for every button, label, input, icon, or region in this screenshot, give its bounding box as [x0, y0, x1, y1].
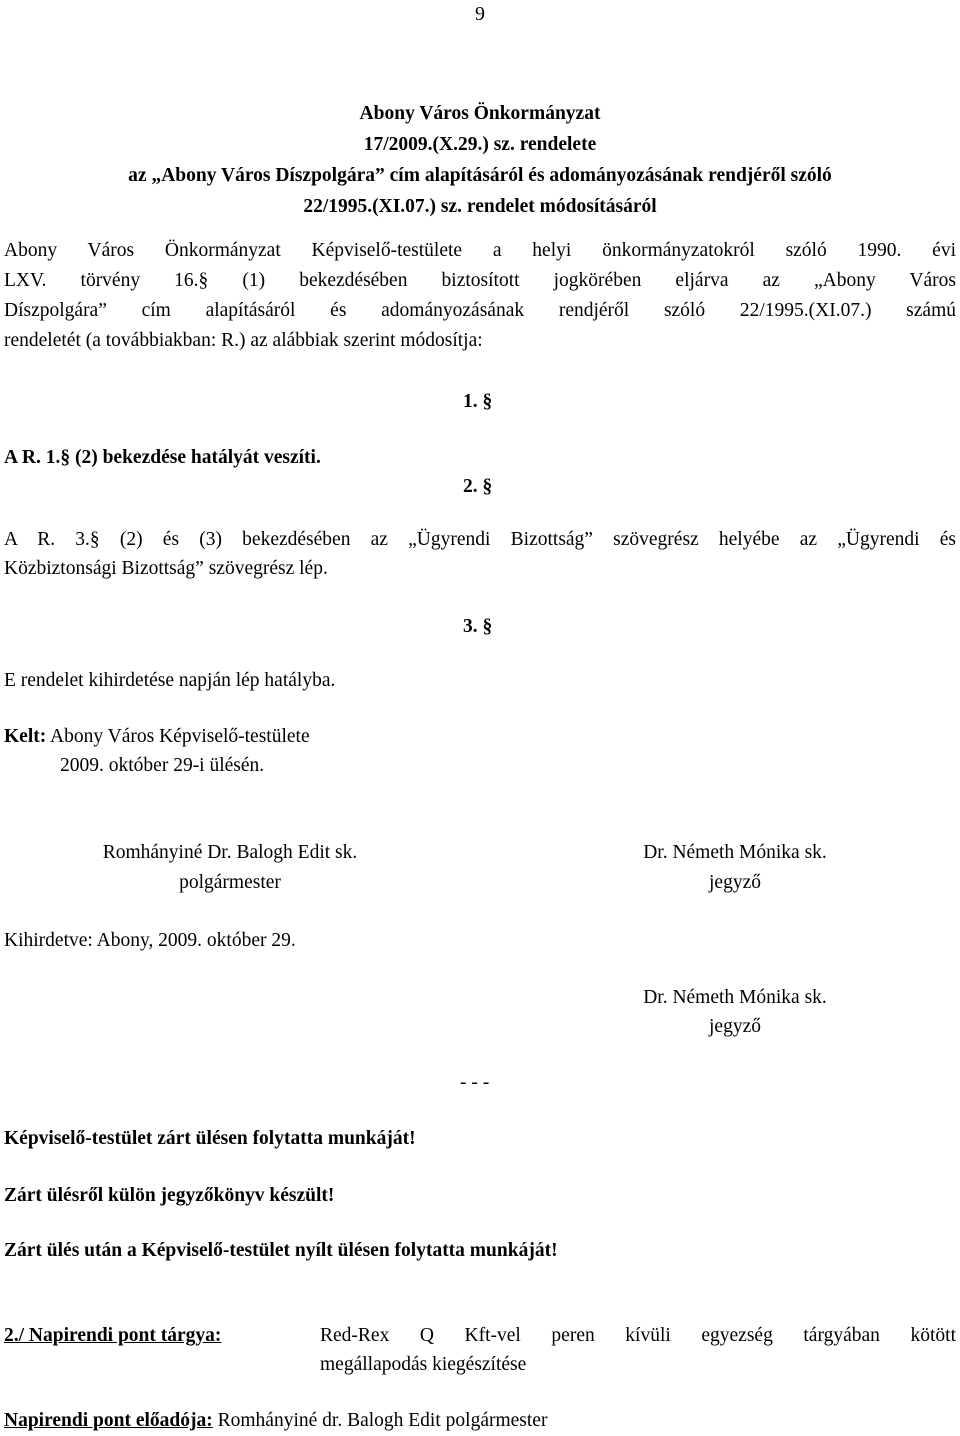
section-separator: - - - — [460, 1072, 490, 1093]
dated-date: 2009. október 29-i ülésén. — [60, 755, 265, 776]
closed-session-line-2: Zárt ülésről külön jegyzőkönyv készült! — [4, 1185, 335, 1206]
section-2-line-1: A R. 3.§ (2) és (3) bekezdésében az „Ügyrendi Bizottság” szövegrész helyébe az „Ügyrendi és — [4, 529, 956, 550]
presenter-label: Napirendi pont előadója: — [4, 1410, 213, 1431]
preamble-line-2: LXV. törvény 16.§ (1) bekezdésében biztosított jogkörében eljárva az „Abony Város — [4, 270, 956, 291]
page-number: 9 — [475, 3, 485, 25]
preamble-line-3: Díszpolgára” cím alapításáról és adományozásának rendjéről szóló 22/1995.(XI.07.) számú — [4, 300, 956, 321]
dated-place: Abony Város Képviselő-testülete — [46, 726, 310, 747]
dated-line — [4, 722, 310, 751]
section-2-line-2: Közbiztonsági Bizottság” szövegrész lép. — [4, 558, 328, 579]
section-1-text: A R. 1.§ (2) bekezdése hatályát veszíti. — [4, 447, 321, 468]
document-title — [40, 98, 920, 222]
agenda-subject-line-2: megállapodás kiegészítése — [320, 1354, 527, 1375]
mayor-name: Romhányiné Dr. Balogh Edit sk. — [102, 842, 358, 863]
section-3-text: E rendelet kihirdetése napján lép hatályba. — [4, 670, 336, 691]
section-1-number: 1. § — [463, 391, 493, 412]
title-line-1: Abony Város Önkormányzat — [359, 103, 601, 124]
preamble-line-4: rendeletét (a továbbiakban: R.) az alábbiak szerint módosítja: — [4, 330, 483, 351]
agenda-subject-line-1: Red-Rex Q Kft-vel peren kívüli egyezség tárgyában kötött — [320, 1325, 956, 1346]
closed-session-line-3: Zárt ülés után a Képviselő-testület nyílt ülésen folytatta munkáját! — [4, 1240, 558, 1261]
title-line-2: 17/2009.(X.29.) sz. rendelete — [363, 134, 597, 155]
dated-label: Kelt: — [4, 726, 47, 747]
title-line-3: az „Abony Város Díszpolgára” cím alapításáról és adományozásának rendjéről szóló — [128, 165, 832, 186]
presenter-name: Romhányiné dr. Balogh Edit polgármester — [212, 1410, 548, 1431]
notary-name-2: Dr. Németh Mónika sk. — [643, 987, 827, 1008]
promulgated-line: Kihirdetve: Abony, 2009. október 29. — [4, 930, 296, 951]
closed-session-line-1: Képviselő-testület zárt ülésen folytatta munkáját! — [4, 1128, 416, 1149]
title-line-4: 22/1995.(XI.07.) sz. rendelet módosításáról — [303, 196, 657, 217]
section-2-number: 2. § — [463, 476, 493, 497]
mayor-title: polgármester — [179, 872, 281, 893]
preamble-line-1: Abony Város Önkormányzat Képviselő-testülete a helyi önkormányzatokról szóló 1990. évi — [4, 240, 956, 261]
agenda-label: 2./ Napirendi pont tárgya: — [4, 1325, 222, 1346]
agenda-presenter-line — [4, 1406, 547, 1435]
section-3-number: 3. § — [463, 616, 493, 637]
notary-title: jegyző — [709, 872, 761, 893]
preamble-paragraph — [4, 236, 956, 356]
notary-title-2: jegyző — [709, 1016, 761, 1037]
notary-name: Dr. Németh Mónika sk. — [643, 842, 827, 863]
